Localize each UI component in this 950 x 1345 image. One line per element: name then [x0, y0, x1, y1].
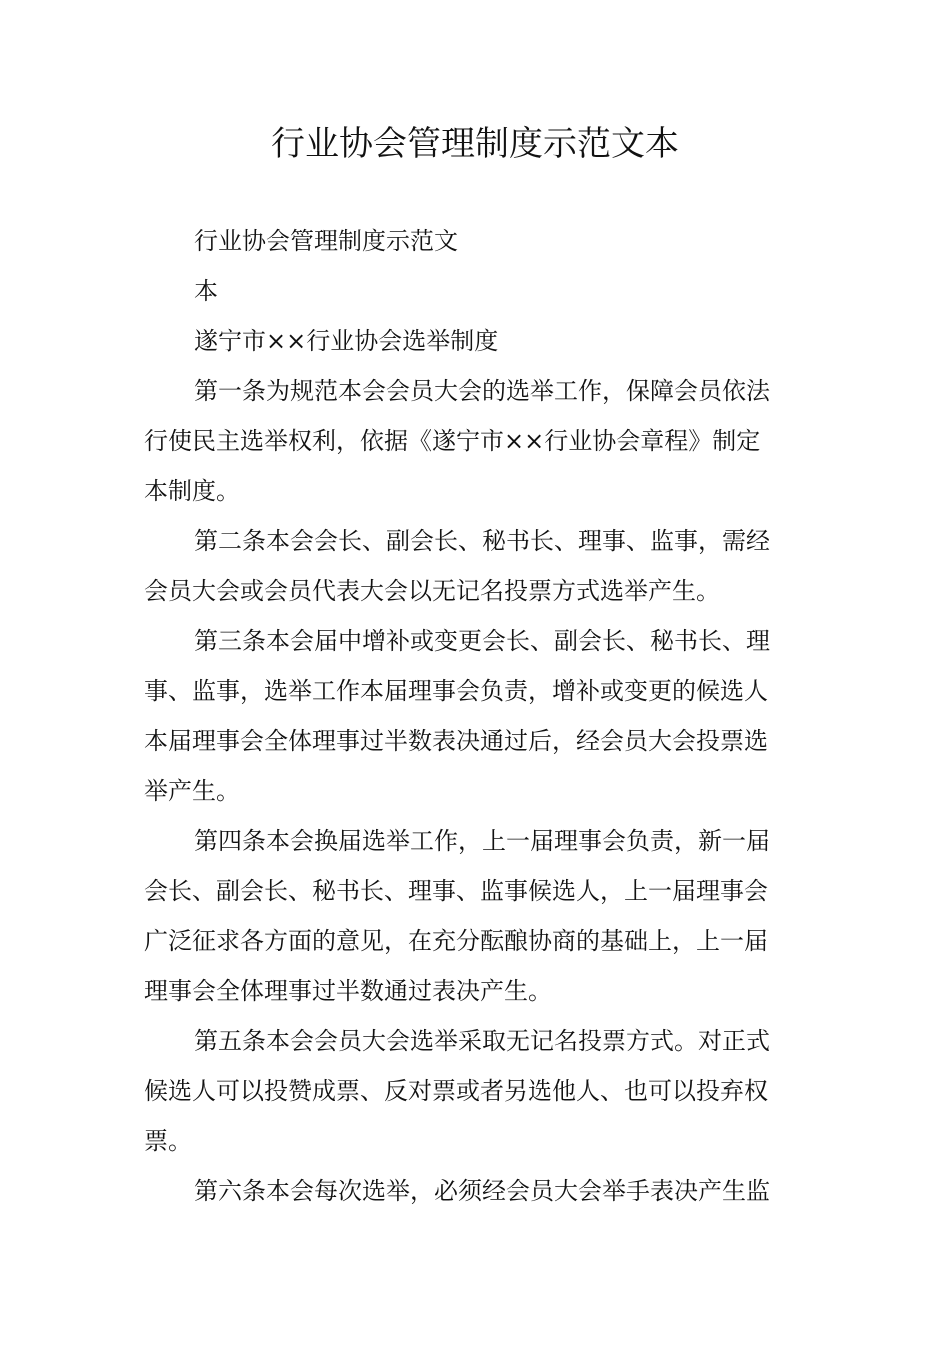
text-line: 行使民主选举权利，依据《遂宁市××行业协会章程》制定: [144, 427, 761, 455]
text-line: 第四条本会换届选举工作，上一届理事会负责，新一届: [194, 827, 770, 855]
text-line: 候选人可以投赞成票、反对票或者另选他人、也可以投弃权: [144, 1077, 768, 1105]
text-line: 遂宁市××行业协会选举制度: [194, 327, 499, 355]
text-line: 票。: [144, 1127, 192, 1155]
text-line: 第一条为规范本会会员大会的选举工作，保障会员依法: [194, 377, 770, 405]
text-line: 第六条本会每次选举，必须经会员大会举手表决产生监: [194, 1177, 770, 1205]
document-body: [144, 216, 770, 1216]
text-line: 理事会全体理事过半数通过表决产生。: [144, 977, 552, 1005]
text-line: 本制度。: [144, 477, 240, 505]
text-line: 行业协会管理制度示范文: [194, 227, 458, 255]
text-line: 会长、副会长、秘书长、理事、监事候选人，上一届理事会: [144, 877, 768, 905]
text-line: 会员大会或会员代表大会以无记名投票方式选举产生。: [144, 577, 720, 605]
text-line: 本: [194, 277, 218, 305]
text-line: 广泛征求各方面的意见，在充分酝酿协商的基础上，上一届: [144, 927, 768, 955]
text-line: 第二条本会会长、副会长、秘书长、理事、监事，需经: [194, 527, 770, 555]
text-line: 举产生。: [144, 777, 240, 805]
text-line: 第五条本会会员大会选举采取无记名投票方式。对正式: [194, 1027, 770, 1055]
text-line: 事、监事，选举工作本届理事会负责，增补或变更的候选人: [144, 677, 768, 705]
text-line: 本届理事会全体理事过半数表决通过后，经会员大会投票选: [144, 727, 768, 755]
document-title: 行业协会管理制度示范文本: [271, 124, 679, 164]
text-line: 第三条本会届中增补或变更会长、副会长、秘书长、理: [194, 627, 770, 655]
